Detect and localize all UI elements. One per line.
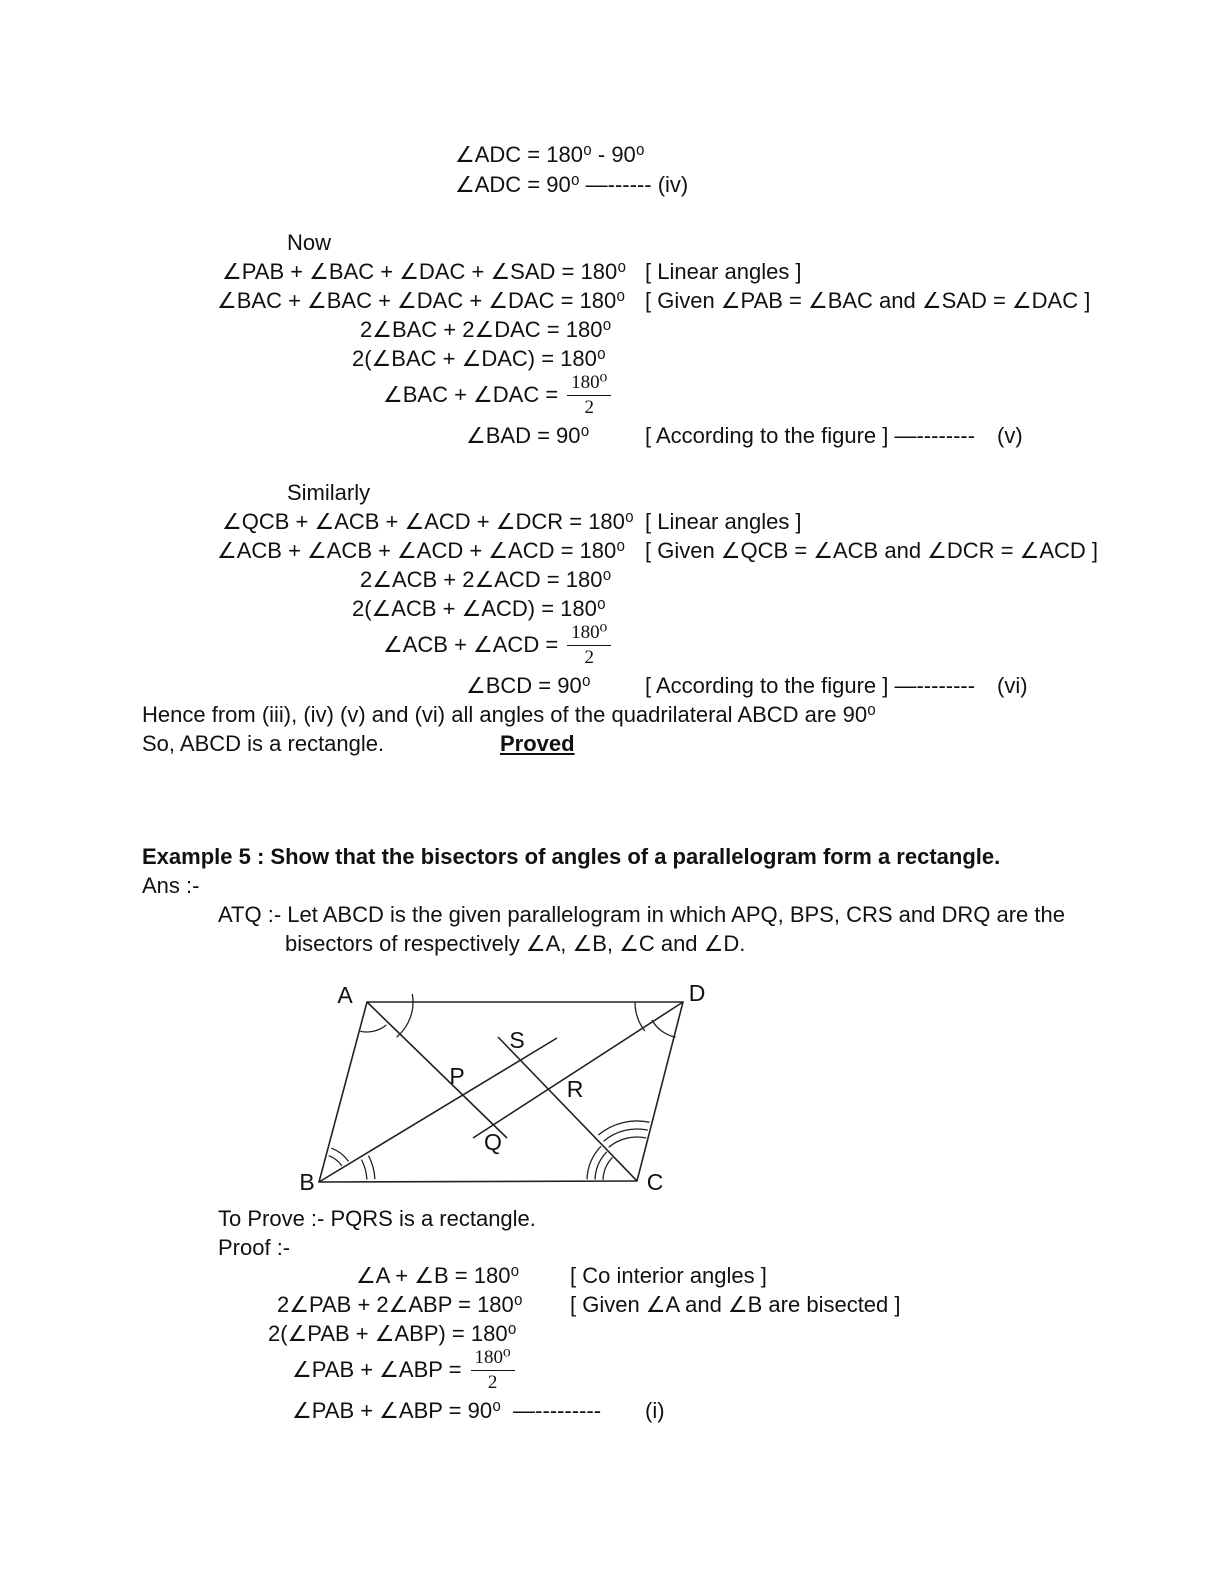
equation-linear-2: ∠QCB + ∠ACB + ∠ACD + ∠DCR = 180⁰ bbox=[222, 509, 634, 534]
fraction-numerator: 180⁰ bbox=[471, 1348, 515, 1371]
to-prove-statement: To Prove :- PQRS is a rectangle. bbox=[218, 1206, 536, 1231]
note-linear-1: [ Linear angles ] bbox=[645, 259, 802, 284]
angle-arc-b-2 bbox=[331, 1148, 348, 1161]
angle-arc-b-3 bbox=[361, 1160, 367, 1180]
fraction-180-over-2 bbox=[471, 1348, 515, 1393]
equation-2-group-acb: 2(∠ACB + ∠ACD) = 180⁰ bbox=[352, 596, 606, 621]
fraction-180-over-2 bbox=[567, 623, 611, 668]
note-linear-2: [ Linear angles ] bbox=[645, 509, 802, 534]
equation-2-group-bac: 2(∠BAC + ∠DAC) = 180⁰ bbox=[352, 346, 606, 371]
atq-line-2: bisectors of respectively ∠A, ∠B, ∠C and ∠D. bbox=[285, 931, 746, 956]
fraction-numerator: 180⁰ bbox=[567, 373, 611, 396]
ref-vi: (vi) bbox=[997, 673, 1028, 698]
fraction-denominator: 2 bbox=[584, 646, 594, 668]
parallelogram-outline bbox=[319, 1002, 683, 1182]
equation-2pab: 2∠PAB + 2∠ABP = 180⁰ bbox=[277, 1292, 523, 1317]
equation-adc-2: ∠ADC = 90⁰ —------ (iv) bbox=[455, 172, 689, 197]
note-co-interior: [ Co interior angles ] bbox=[570, 1263, 767, 1288]
fraction-denominator: 2 bbox=[584, 396, 594, 418]
fraction-lhs: ∠BAC + ∠DAC = bbox=[383, 382, 559, 408]
equation-given-2: ∠ACB + ∠ACB + ∠ACD + ∠ACD = 180⁰ bbox=[217, 538, 626, 563]
point-label-s: S bbox=[509, 1027, 525, 1053]
equation-2acb: 2∠ACB + 2∠ACD = 180⁰ bbox=[360, 567, 612, 592]
vertex-label-c: C bbox=[646, 1169, 664, 1195]
equation-pab-90: ∠PAB + ∠ABP = 90⁰ —--------- bbox=[292, 1398, 602, 1423]
fraction-numerator: 180⁰ bbox=[567, 623, 611, 646]
fraction-lhs: ∠ACB + ∠ACD = bbox=[383, 632, 559, 658]
fraction-lhs: ∠PAB + ∠ABP = bbox=[292, 1357, 462, 1383]
equation-given-1: ∠BAC + ∠BAC + ∠DAC + ∠DAC = 180⁰ bbox=[217, 288, 626, 313]
atq-line-1: ATQ :- Let ABCD is the given parallelogram in which APQ, BPS, CRS and DRQ are the bbox=[218, 902, 1065, 927]
equation-fraction-pab bbox=[292, 1348, 515, 1393]
equation-2bac: 2∠BAC + 2∠DAC = 180⁰ bbox=[360, 317, 612, 342]
vertex-label-b: B bbox=[299, 1169, 315, 1195]
fraction-180-over-2 bbox=[567, 373, 611, 418]
example5-heading: Example 5 : Show that the bisectors of angles of a parallelogram form a rectangle. bbox=[142, 844, 1001, 869]
equation-a-plus-b: ∠A + ∠B = 180⁰ bbox=[356, 1263, 520, 1288]
angle-arc-a-inner bbox=[360, 1025, 386, 1032]
angle-arc-c-upper-1 bbox=[609, 1137, 647, 1147]
note-figure-vi: [ According to the figure ] —-------- bbox=[645, 673, 976, 698]
angle-arc-c-lower-1 bbox=[603, 1157, 613, 1179]
equation-2-group-pab: 2(∠PAB + ∠ABP) = 180⁰ bbox=[268, 1321, 517, 1346]
note-given-1: [ Given ∠PAB = ∠BAC and ∠SAD = ∠DAC ] bbox=[645, 288, 1091, 313]
point-label-p: P bbox=[449, 1063, 465, 1089]
angle-arc-a-outer bbox=[397, 994, 413, 1037]
equation-fraction-bac bbox=[383, 373, 611, 418]
equation-adc-1: ∠ADC = 180⁰ - 90⁰ bbox=[455, 142, 645, 167]
angle-arc-c-upper-3 bbox=[598, 1121, 649, 1135]
angle-arc-c-lower-2 bbox=[595, 1152, 607, 1180]
bisector-from-a bbox=[367, 1002, 507, 1138]
equation-linear-1: ∠PAB + ∠BAC + ∠DAC + ∠SAD = 180⁰ bbox=[222, 259, 627, 284]
bisector-from-b bbox=[319, 1038, 557, 1182]
similarly-label: Similarly bbox=[287, 480, 371, 505]
conclusion-statement: So, ABCD is a rectangle. bbox=[142, 731, 385, 756]
fraction-denominator: 2 bbox=[487, 1371, 498, 1393]
ref-i: (i) bbox=[645, 1398, 665, 1423]
equation-bcd-90: ∠BCD = 90⁰ bbox=[466, 673, 591, 698]
angle-arc-b-4 bbox=[369, 1156, 375, 1179]
hence-statement: Hence from (iii), (iv) (v) and (vi) all angles of the quadrilateral ABCD are 90⁰ bbox=[142, 702, 876, 727]
point-label-q: Q bbox=[484, 1129, 502, 1155]
angle-arc-d-outer bbox=[635, 1002, 645, 1031]
vertex-label-a: A bbox=[337, 982, 353, 1008]
vertex-label-d: D bbox=[688, 980, 706, 1006]
note-bisected: [ Given ∠A and ∠B are bisected ] bbox=[570, 1292, 901, 1317]
now-label: Now bbox=[287, 230, 332, 255]
note-given-2: [ Given ∠QCB = ∠ACB and ∠DCR = ∠ACD ] bbox=[645, 538, 1099, 563]
equation-bad-90: ∠BAD = 90⁰ bbox=[466, 423, 590, 448]
note-figure-v: [ According to the figure ] —-------- bbox=[645, 423, 976, 448]
angle-arc-c-upper-2 bbox=[604, 1129, 648, 1141]
proof-label: Proof :- bbox=[218, 1235, 291, 1260]
parallelogram-figure bbox=[293, 966, 723, 1201]
point-label-r: R bbox=[566, 1076, 584, 1102]
angle-arc-d-inner bbox=[652, 1020, 676, 1037]
proved-label: Proved bbox=[500, 731, 575, 756]
ref-v: (v) bbox=[997, 423, 1023, 448]
ans-label: Ans :- bbox=[142, 873, 200, 898]
angle-arc-b-1 bbox=[329, 1156, 342, 1166]
equation-fraction-acb bbox=[383, 623, 611, 668]
